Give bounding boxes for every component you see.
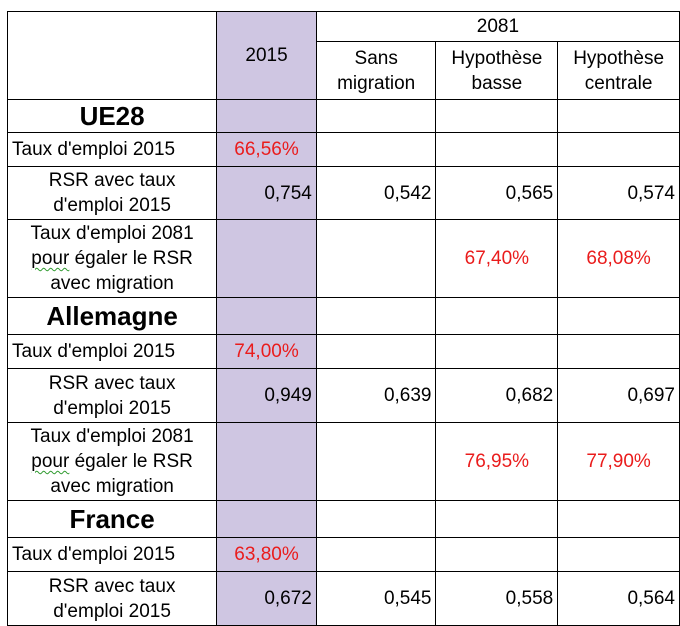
cell[interactable]: [558, 538, 680, 572]
row-label[interactable]: Taux d'emploi 2015: [8, 133, 217, 167]
cell[interactable]: [217, 220, 317, 298]
value-cell[interactable]: 0,949: [217, 369, 317, 423]
section-title[interactable]: UE28: [8, 100, 217, 133]
value-cell[interactable]: 63,80%: [217, 538, 317, 572]
cell[interactable]: [316, 538, 436, 572]
cell[interactable]: [436, 133, 558, 167]
cell[interactable]: [217, 423, 317, 501]
row-label[interactable]: Taux d'emploi 2015: [8, 538, 217, 572]
row-label[interactable]: RSR avec taux d'emploi 2015: [8, 572, 217, 626]
cell[interactable]: [558, 335, 680, 369]
cell[interactable]: [316, 423, 436, 501]
value-cell[interactable]: 0,672: [217, 572, 317, 626]
cell[interactable]: [436, 100, 558, 133]
section-title[interactable]: France: [8, 501, 217, 538]
section-row-france: [8, 501, 680, 538]
row-label[interactable]: Taux d'emploi 2081 pour égaler le RSR avec migration: [8, 423, 217, 501]
value-cell[interactable]: 0,545: [316, 572, 436, 626]
value-cell[interactable]: 0,564: [558, 572, 680, 626]
value-cell[interactable]: 0,682: [436, 369, 558, 423]
cell[interactable]: [436, 335, 558, 369]
cell[interactable]: [316, 220, 436, 298]
cell[interactable]: [316, 501, 436, 538]
header-row-years: [8, 12, 680, 42]
value-cell[interactable]: 0,558: [436, 572, 558, 626]
value-cell[interactable]: 68,08%: [558, 220, 680, 298]
table-row: [8, 133, 680, 167]
table-row: [8, 220, 680, 298]
cell[interactable]: [217, 501, 317, 538]
header-sans-migration[interactable]: Sans migration: [316, 42, 436, 100]
header-2015[interactable]: 2015: [217, 12, 317, 100]
value-cell[interactable]: 0,639: [316, 369, 436, 423]
section-row-allemagne: [8, 298, 680, 335]
header-2081[interactable]: 2081: [316, 12, 679, 42]
value-cell[interactable]: 0,565: [436, 167, 558, 220]
value-cell[interactable]: 77,90%: [558, 423, 680, 501]
cell[interactable]: [436, 298, 558, 335]
row-label[interactable]: Taux d'emploi 2015: [8, 335, 217, 369]
table-row: [8, 572, 680, 626]
table-row: [8, 167, 680, 220]
value-cell[interactable]: 0,754: [217, 167, 317, 220]
row-label[interactable]: RSR avec taux d'emploi 2015: [8, 369, 217, 423]
value-cell[interactable]: 76,95%: [436, 423, 558, 501]
table-row: [8, 538, 680, 572]
header-hypothese-basse[interactable]: Hypothèse basse: [436, 42, 558, 100]
cell[interactable]: [316, 298, 436, 335]
value-cell[interactable]: 74,00%: [217, 335, 317, 369]
section-row-ue28: [8, 100, 680, 133]
cell[interactable]: [316, 133, 436, 167]
cell[interactable]: [217, 298, 317, 335]
value-cell[interactable]: 0,542: [316, 167, 436, 220]
row-label[interactable]: Taux d'emploi 2081 pour égaler le RSR avec migration: [8, 220, 217, 298]
value-cell[interactable]: 0,574: [558, 167, 680, 220]
row-label[interactable]: RSR avec taux d'emploi 2015: [8, 167, 217, 220]
cell[interactable]: [436, 501, 558, 538]
value-cell[interactable]: 0,697: [558, 369, 680, 423]
cell[interactable]: [558, 100, 680, 133]
cell[interactable]: [558, 133, 680, 167]
cell[interactable]: [217, 100, 317, 133]
table-row: [8, 335, 680, 369]
table-row: [8, 369, 680, 423]
cell[interactable]: [316, 100, 436, 133]
cell[interactable]: [558, 298, 680, 335]
cell[interactable]: [316, 335, 436, 369]
cell[interactable]: [436, 538, 558, 572]
section-title[interactable]: Allemagne: [8, 298, 217, 335]
value-cell[interactable]: 66,56%: [217, 133, 317, 167]
spreadsheet-table: [7, 11, 680, 626]
table-row: [8, 423, 680, 501]
corner-cell[interactable]: [8, 12, 217, 100]
header-hypothese-centrale[interactable]: Hypothèse centrale: [558, 42, 680, 100]
value-cell[interactable]: 67,40%: [436, 220, 558, 298]
cell[interactable]: [558, 501, 680, 538]
